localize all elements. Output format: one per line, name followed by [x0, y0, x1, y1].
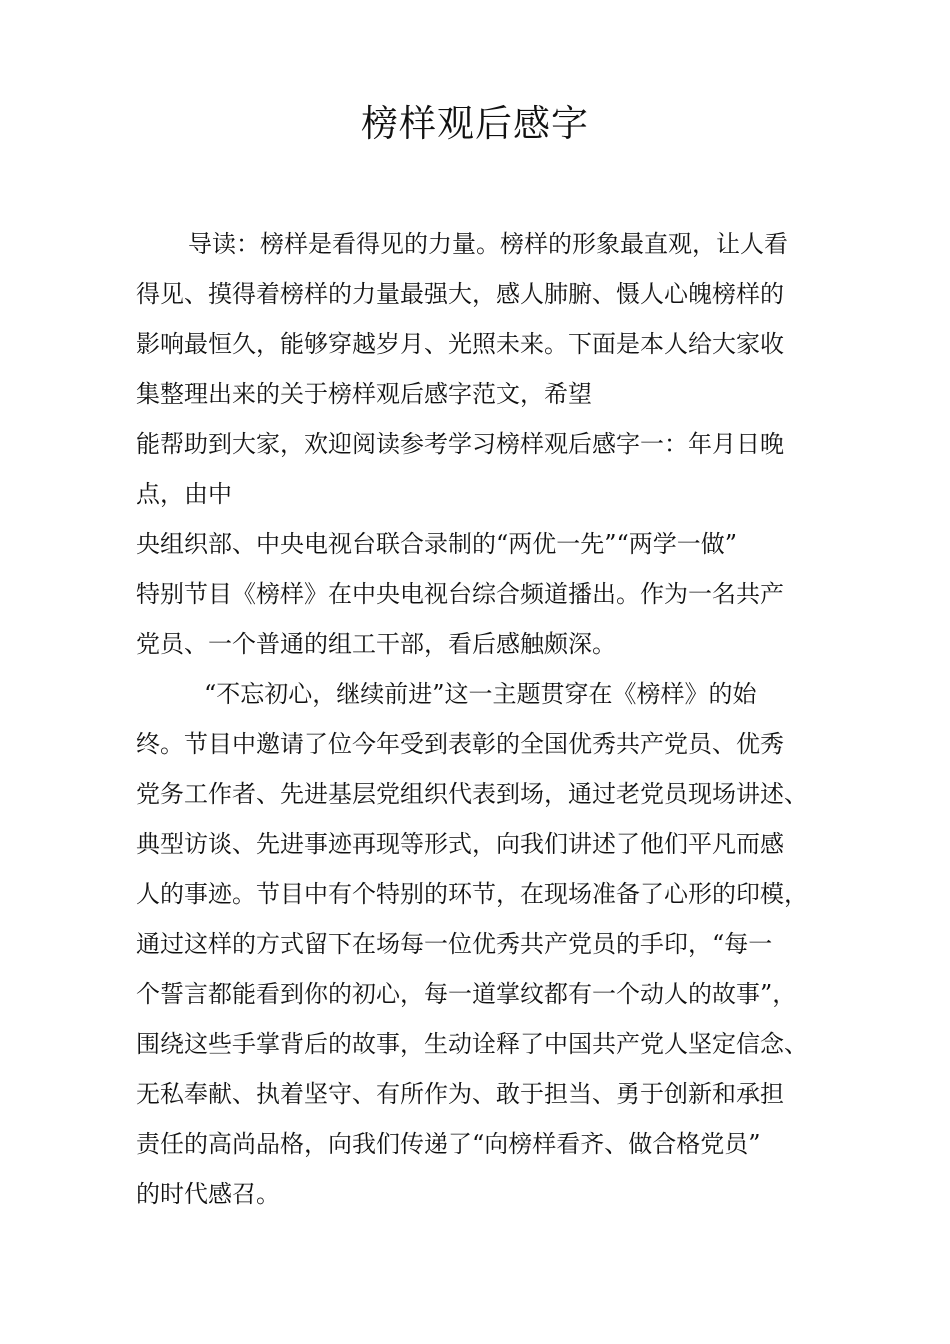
paragraph-line: 人的事迹。节目中有个特别的环节，在现场准备了心形的印模， — [136, 880, 808, 908]
paragraph-line: “不忘初心，继续前进”这一主题贯穿在《榜样》的始 — [204, 680, 757, 708]
paragraph-line: 影响最恒久，能够穿越岁月、光照未来。下面是本人给大家收 — [136, 330, 784, 358]
document-title: 榜样观后感字 — [361, 102, 589, 145]
paragraph-line: 得见、摸得着榜样的力量最强大，感人肺腑、慑人心魄榜样的 — [136, 280, 784, 308]
paragraph-line: 导读：榜样是看得见的力量。榜样的形象最直观，让人看 — [188, 230, 788, 258]
paragraph-line: 点，由中 — [136, 480, 232, 508]
paragraph-line: 围绕这些手掌背后的故事，生动诠释了中国共产党人坚定信念、 — [136, 1030, 808, 1058]
paragraph-line: 能帮助到大家，欢迎阅读参考学习榜样观后感字一：年月日晚 — [136, 430, 784, 458]
paragraph-line: 无私奉献、执着坚守、有所作为、敢于担当、勇于创新和承担 — [136, 1080, 784, 1108]
paragraph-line: 特别节目《榜样》在中央电视台综合频道播出。作为一名共产 — [136, 580, 784, 608]
paragraph-line: 通过这样的方式留下在场每一位优秀共产党员的手印，“每一 — [136, 930, 773, 958]
paragraph-line: 党务工作者、先进基层党组织代表到场，通过老党员现场讲述、 — [136, 780, 808, 808]
paragraph-line: 责任的高尚品格，向我们传递了“向榜样看齐、做合格党员” — [136, 1130, 761, 1158]
paragraph-line: 个誓言都能看到你的初心，每一道掌纹都有一个动人的故事”， — [136, 980, 797, 1008]
paragraph-line: 典型访谈、先进事迹再现等形式，向我们讲述了他们平凡而感 — [136, 830, 784, 858]
paragraph-line: 集整理出来的关于榜样观后感字范文，希望 — [136, 380, 592, 408]
document-body — [136, 219, 836, 1219]
paragraph-line: 党员、一个普通的组工干部，看后感触颇深。 — [136, 630, 616, 658]
paragraph-line: 的时代感召。 — [136, 1180, 280, 1208]
paragraph-line: 终。节目中邀请了位今年受到表彰的全国优秀共产党员、优秀 — [136, 730, 784, 758]
paragraph-line: 央组织部、中央电视台联合录制的“两优一先”“两学一做” — [136, 530, 738, 558]
